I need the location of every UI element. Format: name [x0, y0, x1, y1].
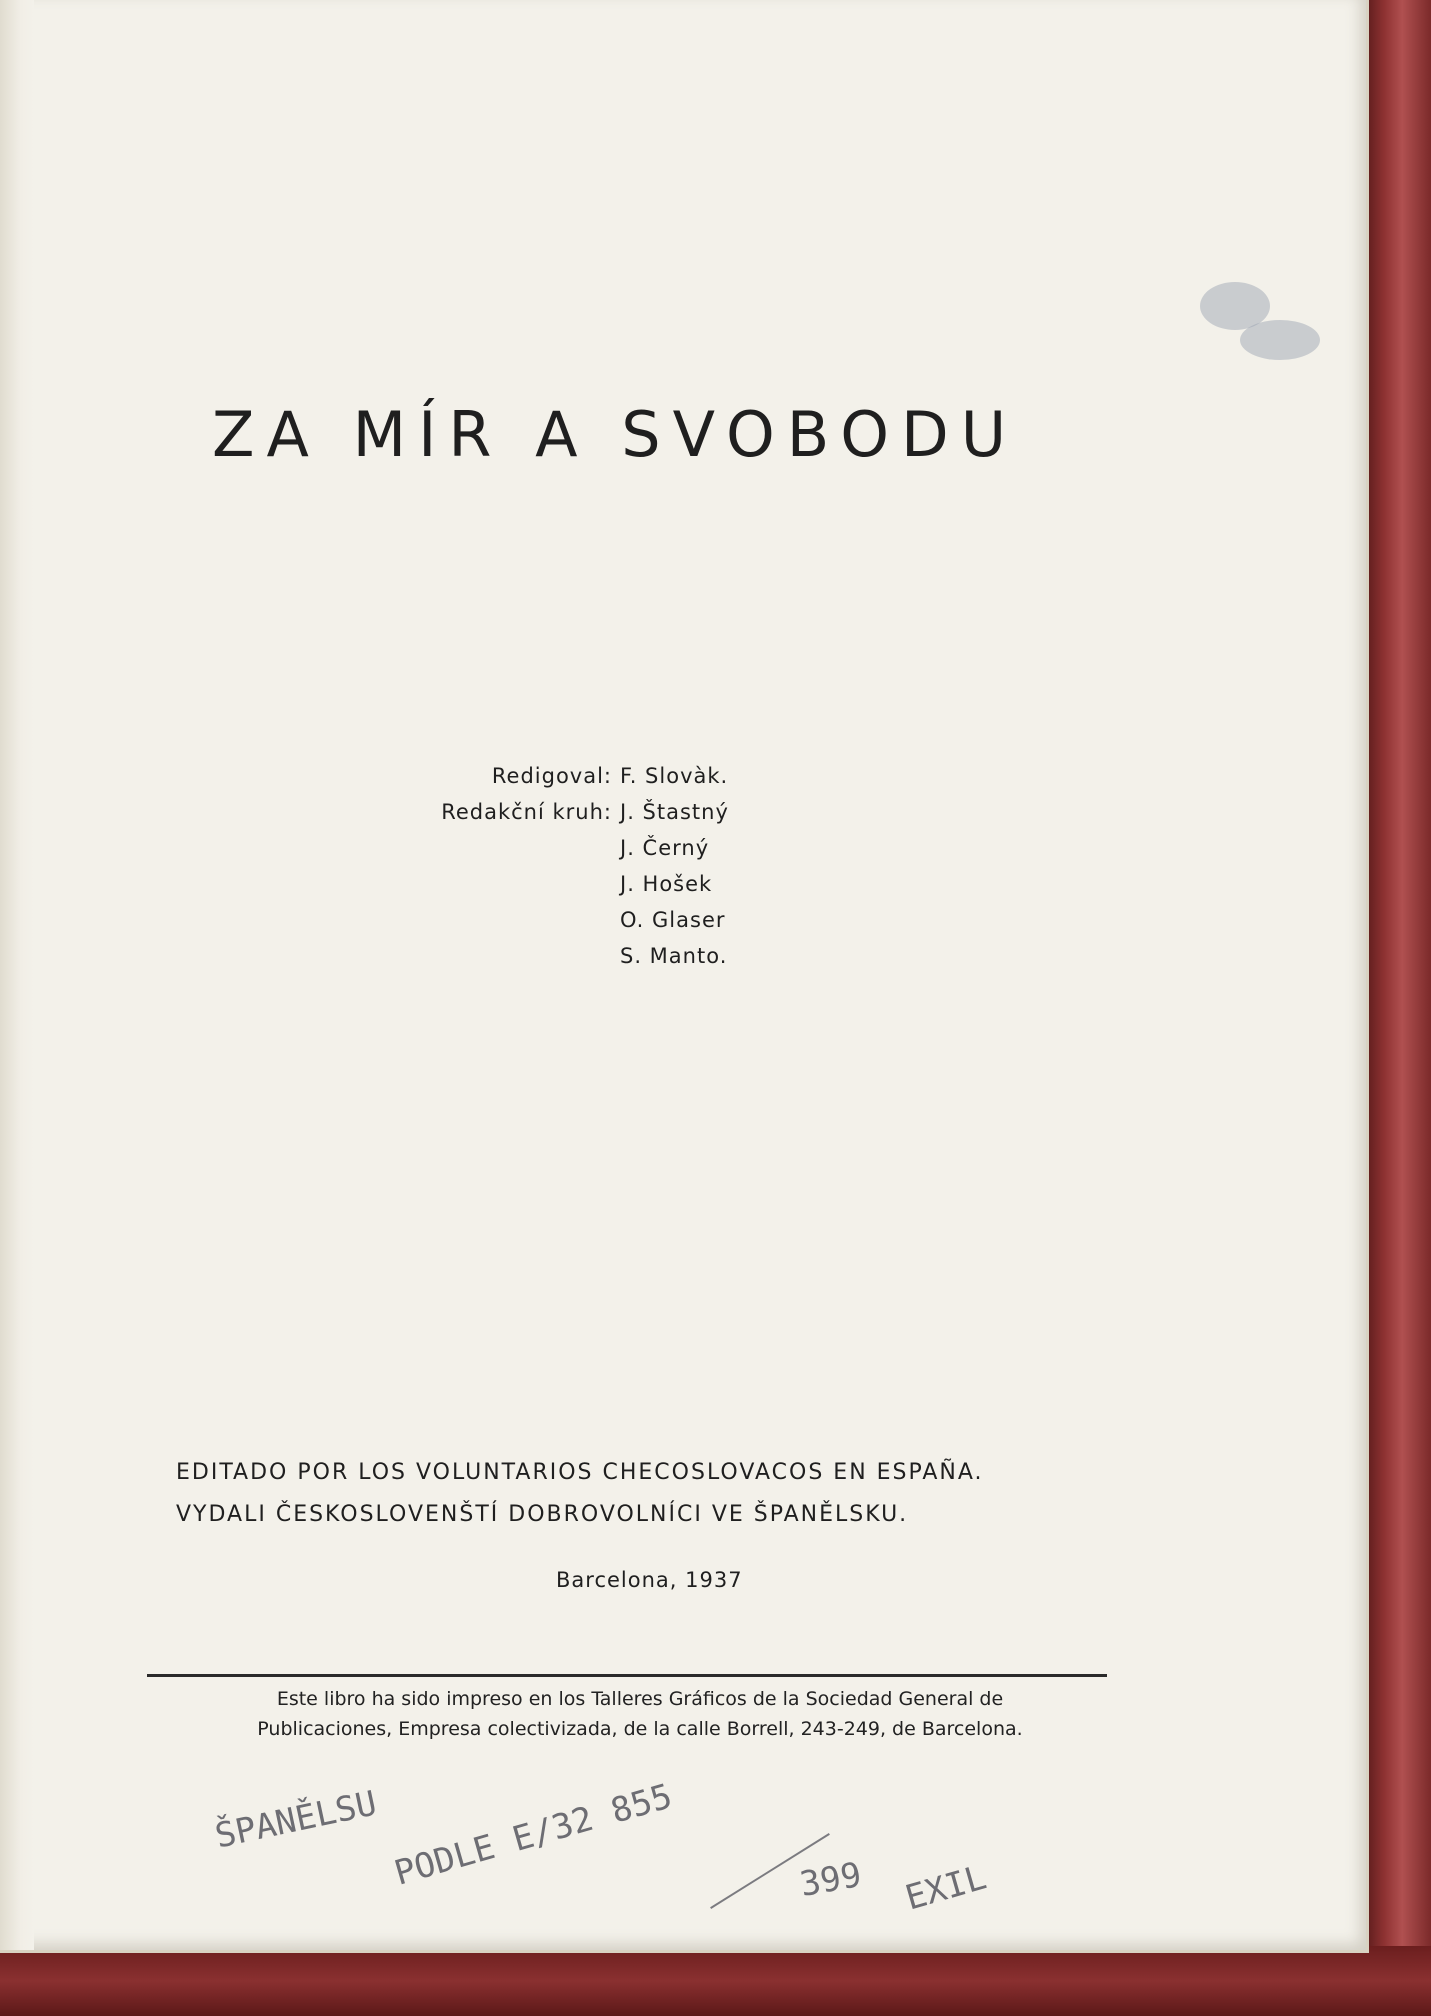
pencil-annotation-number: 399	[796, 1854, 865, 1906]
pencil-annotation-exil: EXIL	[901, 1857, 991, 1919]
book-title: ZA MÍR A SVOBODU	[212, 398, 1019, 471]
credit-row	[420, 794, 780, 830]
book-cover-edge	[0, 1946, 1431, 2016]
divider-rule	[147, 1674, 1107, 1677]
place-and-year: Barcelona, 1937	[556, 1568, 743, 1592]
credit-name: J. Hošek	[620, 872, 713, 896]
publisher-statement	[176, 1460, 1096, 1544]
credit-label: Redakční kruh:	[441, 800, 612, 824]
credit-name: S. Manto.	[620, 944, 728, 968]
credit-row	[420, 902, 780, 938]
credit-name: J. Štastný	[620, 800, 729, 824]
book-spine	[1359, 0, 1431, 2016]
page-edge-shadow	[0, 0, 34, 1950]
paper-stain-2	[1240, 320, 1320, 360]
printer-colophon	[200, 1684, 1080, 1744]
credit-name: O. Glaser	[620, 908, 726, 932]
credit-row	[420, 758, 780, 794]
credit-label: Redigoval:	[491, 764, 612, 788]
credit-row	[420, 866, 780, 902]
colophon-line: Publicaciones, Empresa colectivizada, de la calle Borrell, 243-249, de Barcelona.	[257, 1718, 1023, 1740]
colophon-line: Este libro ha sido impreso en los Talleres Gráficos de la Sociedad General de	[276, 1688, 1004, 1710]
credit-name: F. Slovàk.	[620, 764, 729, 788]
editorial-credits	[420, 758, 780, 974]
pencil-annotation-spanelsu: ŠPANĚLSU	[211, 1783, 381, 1857]
publisher-line-spanish: EDITADO POR LOS VOLUNTARIOS CHECOSLOVACOS EN ESPAÑA.	[176, 1460, 984, 1485]
pencil-annotation-reference: PODLE E/32 855	[390, 1776, 677, 1894]
credit-row	[420, 830, 780, 866]
credit-name: J. Černý	[620, 836, 710, 860]
credit-row	[420, 938, 780, 974]
publisher-line-czech: VYDALI ČESKOSLOVENŠTÍ DOBROVOLNÍCI VE ŠPANĚLSKU.	[176, 1502, 909, 1527]
